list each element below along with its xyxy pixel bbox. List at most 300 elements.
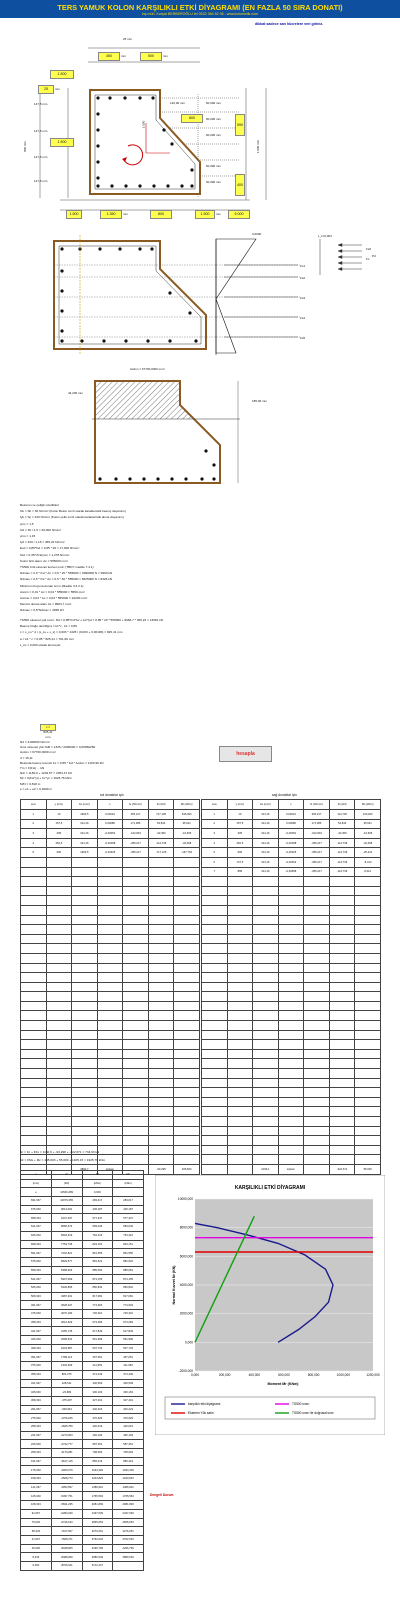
table-row (21, 1379, 144, 1388)
table-cell: -16,605 (174, 829, 200, 839)
column-header: ε (97, 800, 123, 810)
input-cell[interactable]: 800 (150, 210, 172, 219)
table-row (21, 1011, 200, 1021)
table-cell (72, 867, 98, 877)
table-cell (329, 1136, 355, 1146)
table-row (202, 838, 381, 848)
total-cell: -93,298 (148, 1164, 174, 1174)
table-cell (202, 1107, 228, 1117)
table-cell (148, 1088, 174, 1098)
table-cell: 103,263 (355, 810, 381, 820)
calc-line: Tm = Σ(Fsi) ... kN (20, 766, 45, 770)
table-cell: 6368,003 (51, 1266, 82, 1275)
table-cell (304, 905, 330, 915)
table-cell (304, 896, 330, 906)
table-cell (227, 1097, 253, 1107)
table-cell (21, 1097, 47, 1107)
table-cell (253, 905, 279, 915)
table-cell: 1486,901 (82, 1483, 113, 1492)
table-row (202, 810, 381, 820)
table-cell: 608,333 (21, 1240, 52, 1249)
calc-line: Asmin = 0,01 * Ac = 0,01 * 555000 = 5550 mm² (20, 589, 85, 594)
dim-label: 1.500 mm (195, 210, 221, 219)
table-row (21, 953, 200, 963)
table-row (21, 1353, 144, 1362)
table-cell: 774,903 (82, 1301, 113, 1310)
table-cell: -23,683 (51, 1388, 82, 1397)
table-cell: 4880,549 (113, 1553, 144, 1562)
table-cell (46, 1030, 72, 1040)
table-cell (304, 1040, 330, 1050)
table-cell (278, 982, 304, 992)
table-row (21, 829, 200, 839)
table-cell (174, 1001, 200, 1011)
table-row (21, 1117, 200, 1127)
table-cell (72, 877, 98, 887)
x-axis-label: Moment Mr (KNm) (267, 1382, 299, 1386)
table-cell (227, 1136, 253, 1146)
table-row (21, 1223, 144, 1232)
table-cell: 408,333 (21, 1344, 52, 1353)
table-cell (355, 1001, 381, 1011)
table-cell (123, 953, 149, 963)
table-cell (97, 1001, 123, 1011)
table-cell (227, 1107, 253, 1117)
table-row (202, 1049, 381, 1059)
table-cell (304, 1145, 330, 1155)
table-cell (174, 1011, 200, 1021)
table-cell: 764,316 (113, 1231, 144, 1240)
table-cell (329, 925, 355, 935)
table-row (202, 905, 381, 915)
column-header: c (21, 1171, 52, 1180)
table-cell: 1 (21, 810, 47, 820)
table-cell: 708,093 (82, 1449, 113, 1458)
table-cell (97, 1088, 123, 1098)
table-cell (72, 982, 98, 992)
table-cell (227, 1155, 253, 1165)
table-cell (355, 905, 381, 915)
table-cell: 2835,053 (82, 1518, 113, 1527)
table-cell (253, 915, 279, 925)
table-cell (278, 896, 304, 906)
table-cell: 208,333 (21, 1449, 52, 1458)
input-cell[interactable]: 400 (235, 174, 245, 196)
y-tick-label: 2000,000 (179, 1311, 193, 1316)
table-cell (329, 1021, 355, 1031)
table-cell: 108,333 (21, 1501, 52, 1510)
table-cell: -0,00051 (97, 829, 123, 839)
table-cell: 0,000 (82, 1188, 113, 1197)
table-cell: 35,641 (174, 819, 200, 829)
table-cell (304, 1097, 330, 1107)
calc-line: Ndr = 1150,9 + 1203,57 = 2354,47 kN (20, 771, 72, 776)
table-cell (253, 953, 279, 963)
table-row (21, 1466, 144, 1475)
table-cell (21, 982, 47, 992)
table-cell: 8682,573 (51, 1223, 82, 1232)
table-cell: 141,667 (21, 1483, 52, 1492)
table-cell (21, 1040, 47, 1050)
table-row (202, 1078, 381, 1088)
table-row (202, 963, 381, 973)
table-cell (123, 1078, 149, 1088)
input-cell[interactable]: 800 (181, 114, 203, 123)
table-cell (304, 944, 330, 954)
table-cell (72, 963, 98, 973)
table-cell: 683,049 (113, 1223, 144, 1232)
table-cell (148, 1136, 174, 1146)
table-cell (123, 1049, 149, 1059)
table-cell (278, 973, 304, 983)
table-cell (253, 1049, 279, 1059)
dim-label: 500 mm (140, 52, 168, 61)
table-cell: 861,555 (113, 1249, 144, 1258)
table-cell (148, 963, 174, 973)
column-header: As (mm²) (72, 800, 98, 810)
table-cell (148, 982, 174, 992)
calc-line: Ndmax = 0,5*Ndmax = 4995 kN (20, 608, 64, 613)
table-cell: 1334,909 (51, 1362, 82, 1371)
table-cell (46, 1001, 72, 1011)
table-cell: 641,667 (21, 1223, 52, 1232)
table-cell: 283,617 (82, 1197, 113, 1206)
table-row (21, 857, 200, 867)
table-cell (123, 1040, 149, 1050)
table-cell (253, 963, 279, 973)
table-cell (329, 1049, 355, 1059)
c-input[interactable]: c = 825,41 mm (40, 724, 56, 731)
table-cell: 1034,329 (82, 1466, 113, 1475)
table-cell: 4296,799 (82, 1544, 113, 1553)
table-cell (21, 915, 47, 925)
table-cell: 171,386 (304, 819, 330, 829)
input-cell[interactable]: 1.500 (50, 138, 74, 147)
table-cell: -157,763 (174, 848, 200, 858)
table-cell (355, 982, 381, 992)
table-cell: 0,00224 (278, 810, 304, 820)
table-cell: 1 (202, 810, 228, 820)
calc-line: Sınır eksenel yük Nd0 = 1325 / 2000000 = 0,00066250 (20, 745, 96, 750)
table-cell (253, 982, 279, 992)
table-cell: 774,903 (113, 1301, 144, 1310)
table-cell: 491,667 (21, 1301, 52, 1310)
table-row (21, 838, 200, 848)
table-cell (21, 1088, 47, 1098)
table-cell (21, 1126, 47, 1136)
table-cell (123, 963, 149, 973)
table-cell (148, 1059, 174, 1069)
table-row (21, 848, 200, 858)
table-cell: 3 (21, 829, 47, 839)
table-cell (174, 973, 200, 983)
table-cell (253, 925, 279, 935)
table-cell (202, 963, 228, 973)
table-cell (329, 992, 355, 1002)
legend-label: Ekstrem Yük satırı (188, 1411, 214, 1416)
table-cell (123, 867, 149, 877)
table-cell (202, 1126, 228, 1136)
dim-label: 1.500 (66, 210, 82, 219)
table-row (202, 1040, 381, 1050)
table-cell (148, 934, 174, 944)
hesapla-button[interactable]: hesapla (219, 746, 272, 762)
table-cell (253, 934, 279, 944)
table-cell: -1376,245 (51, 1414, 82, 1423)
table-cell (174, 886, 200, 896)
table-cell (304, 1069, 330, 1079)
table-cell (21, 973, 47, 983)
table-cell (227, 915, 253, 925)
legend-label: TS500 sınırı ile doğrusal sınır (292, 1411, 334, 1416)
calc-line: γms = 1,15 (20, 534, 36, 538)
table-cell (202, 1078, 228, 1088)
table-cell (329, 1117, 355, 1127)
column-header: sıra (202, 800, 228, 810)
table-cell: 2243,987 (51, 1344, 82, 1353)
table-cell (72, 1021, 98, 1031)
calc-line: TS500 eksenel yük sınırı: Nd = 0,85*fcd*Ac + As*fyd = 0,85 * 20 * 555000 + 9984,7 * 365,22 = 13081 kN (20, 618, 164, 622)
calc-line: Asmax = 0,04 * Ac = 0,04 * 555000 = 22200 mm² (20, 596, 88, 600)
table-cell: -114,736 (329, 838, 355, 848)
table-cell (97, 934, 123, 944)
table-row (202, 944, 381, 954)
table-row (202, 1001, 381, 1011)
table-cell (174, 1117, 200, 1127)
table-row (202, 1088, 381, 1098)
table-cell (72, 992, 98, 1002)
left-table-title: sol donatılar için (100, 793, 124, 797)
table-cell (278, 1049, 304, 1059)
table-header-row (21, 1171, 144, 1180)
table-cell (123, 915, 149, 925)
table-cell (329, 982, 355, 992)
calc-line: Ndmax = 0,5 * fck * Ac = 0,5 * 30 * 555000 = 8325000 N = 8325 kN (20, 577, 113, 582)
table-cell (227, 1040, 253, 1050)
table-cell: -0,00051 (278, 829, 304, 839)
table-cell (148, 1069, 174, 1079)
table-cell (202, 925, 228, 935)
table-cell: 577,337 (113, 1214, 144, 1223)
compression-block-drawing (0, 375, 400, 495)
table-cell (329, 1126, 355, 1136)
table-row (21, 1126, 200, 1136)
table-row (202, 953, 381, 963)
calc-line: fcd = 30 / 1,5 = 20,000 N/mm² (20, 527, 62, 532)
calc-line: γmc = 1,5 (20, 521, 34, 526)
table-cell (46, 1126, 72, 1136)
x-tick-label: 600,000 (278, 1373, 290, 1377)
table-cell: -365,217 (304, 857, 330, 867)
table-row (21, 1040, 200, 1050)
table-cell (72, 1069, 98, 1079)
table-cell (202, 877, 228, 887)
dim-label: 25 mm (38, 85, 60, 94)
table-cell (253, 973, 279, 983)
table-cell (278, 944, 304, 954)
table-row (21, 963, 200, 973)
table-row (21, 1318, 144, 1327)
x-tick-label: 1000,000 (336, 1373, 350, 1377)
table-cell (355, 1107, 381, 1117)
y-axis-label: Normal Kuvvet Nr (KN) (172, 1265, 176, 1305)
table-cell: -0,00462 (278, 857, 304, 867)
table-cell (253, 1040, 279, 1050)
dim-label: 147,5 mm (34, 102, 48, 106)
table-cell (21, 1001, 47, 1011)
table-cell (202, 896, 228, 906)
table-cell: 673,283 (82, 1318, 113, 1327)
page-title: TERS YAMUK KOLON KARŞILIKLI ETKİ DİYAGRAMI (EN FAZLA 50 SIRA DONATI) (57, 3, 343, 12)
table-cell: 764,316 (82, 1231, 113, 1240)
table-cell (148, 867, 174, 877)
table-cell (148, 973, 174, 983)
column-header: ε (278, 800, 304, 810)
table-row (21, 1310, 144, 1319)
table-row (202, 1145, 381, 1155)
table-row (202, 915, 381, 925)
table-row (202, 1069, 381, 1079)
x-tick-label: 0,000 (191, 1373, 199, 1377)
table-cell (21, 857, 47, 867)
table-cell (148, 886, 174, 896)
table-cell (202, 1040, 228, 1050)
table-cell: 314,16 (253, 857, 279, 867)
table-cell: 241,667 (21, 1431, 52, 1440)
table-cell: 3 (202, 829, 228, 839)
table-cell (278, 1030, 304, 1040)
table-cell (97, 1030, 123, 1040)
table-cell: 747,5 (227, 857, 253, 867)
table-cell (97, 1145, 123, 1155)
table-cell (227, 1049, 253, 1059)
table-cell (174, 953, 200, 963)
total-cell: 465,603 (174, 1164, 200, 1174)
table-cell: 575,000 (21, 1257, 52, 1266)
table-cell: -3170,281 (51, 1449, 82, 1458)
table-cell (278, 1011, 304, 1021)
calc-line: Minimum boyuna donatı sınırı (Madde 3.3.2.1) (20, 583, 84, 588)
table-cell (329, 915, 355, 925)
x-tick-label: 1200,000 (366, 1373, 380, 1377)
column-header: N (51, 1171, 82, 1180)
table-cell (355, 944, 381, 954)
table-cell: 314,16 (72, 838, 98, 848)
right-rebar-table (201, 799, 381, 1175)
table-cell (329, 1059, 355, 1069)
table-cell (123, 857, 149, 867)
table-cell (123, 934, 149, 944)
table-row (21, 1275, 144, 1284)
table-cell (174, 905, 200, 915)
table-cell: -3617,115 (51, 1457, 82, 1466)
table-cell: -8048,605 (51, 1544, 82, 1553)
table-cell: 420,619 (113, 1422, 144, 1431)
table-cell (304, 1030, 330, 1040)
table-cell: -1825,759 (51, 1422, 82, 1431)
table-cell: 4987,301 (51, 1292, 82, 1301)
table-cell: -7608,471 (51, 1535, 82, 1544)
table-cell: -7167,667 (51, 1527, 82, 1536)
table-cell (21, 1107, 47, 1117)
table-cell (227, 886, 253, 896)
table-cell (355, 1030, 381, 1040)
table-cell (148, 896, 174, 906)
calc-line: d = 15,11 (20, 755, 33, 760)
table-cell (227, 896, 253, 906)
input-cell[interactable]: 590 (235, 114, 245, 136)
table-cell (174, 1021, 200, 1031)
table-cell (97, 1097, 123, 1107)
table-cell: 457,051 (113, 1353, 144, 1362)
table-cell (227, 963, 253, 973)
table-cell: 5 (21, 848, 47, 858)
table-cell (304, 1117, 330, 1127)
dim-label: 450 mm (98, 52, 126, 61)
table-row (21, 1257, 144, 1266)
calc-line: Betonda basınç kuvveti Fc = 0,85 * fcd * Acdon = 1150,90 kN (20, 760, 104, 765)
cross-section-drawing (0, 28, 400, 228)
table-cell (278, 1155, 304, 1165)
table-cell (304, 1021, 330, 1031)
table-cell: 885,054 (113, 1266, 144, 1275)
table-cell (202, 992, 228, 1002)
table-cell: ∞ (21, 1188, 52, 1197)
table-cell (278, 963, 304, 973)
table-cell: -0,00325 (97, 848, 123, 858)
legend (165, 1397, 375, 1419)
table-cell: 885,054 (82, 1266, 113, 1275)
table-cell: 445,187 (113, 1205, 144, 1214)
table-cell (355, 953, 381, 963)
table-cell (174, 1136, 200, 1146)
table-cell (123, 1059, 149, 1069)
table-cell: 330,163 (82, 1388, 113, 1397)
table-cell (174, 982, 200, 992)
table-cell (21, 896, 47, 906)
table-cell (46, 1088, 72, 1098)
table-cell (278, 1107, 304, 1117)
table-cell: 3155,745 (51, 1327, 82, 1336)
table-cell (72, 934, 98, 944)
table-cell: 441,667 (21, 1327, 52, 1336)
table-cell (123, 992, 149, 1002)
column-header: Fs (kN) (329, 800, 355, 810)
table-cell (227, 1059, 253, 1069)
table-cell: 420,619 (82, 1422, 113, 1431)
table-cell (329, 1011, 355, 1021)
table-cell: -5397,751 (51, 1492, 82, 1501)
table-cell: -717,105 (148, 848, 174, 858)
input-cell[interactable]: 1.500 (50, 70, 74, 79)
table-cell (329, 953, 355, 963)
table-cell (253, 1059, 279, 1069)
table-cell (278, 953, 304, 963)
table-cell (21, 934, 47, 944)
table-cell (329, 896, 355, 906)
table-cell (72, 1040, 98, 1050)
table-cell (123, 1126, 149, 1136)
table-cell: -25,241 (355, 848, 381, 858)
table-cell: 314,16 (253, 838, 279, 848)
table-cell: -4508,773 (51, 1475, 82, 1484)
table-row (21, 1030, 200, 1040)
table-cell (355, 992, 381, 1002)
calc-line: fyd = 420 / 1,15 = 365,22 N/mm² (20, 540, 65, 545)
table-row (21, 1136, 200, 1146)
table-row (21, 1069, 200, 1079)
y-tick-label: 4000,000 (179, 1283, 193, 1287)
